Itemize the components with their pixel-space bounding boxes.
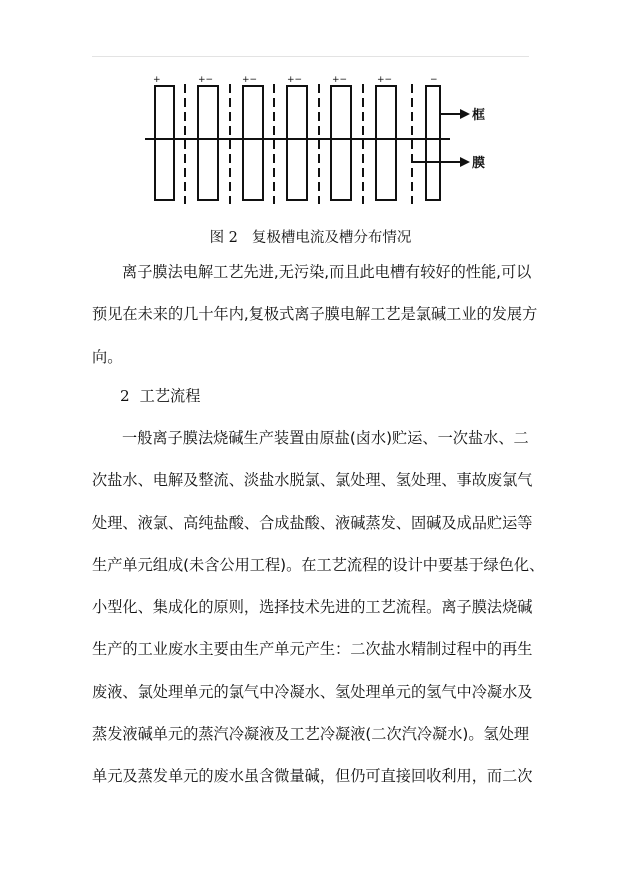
cell-1: [155, 86, 174, 200]
paragraph-2-line: 生产单元组成(未含公用工程)。在工艺流程的设计中要基于绿色化、: [92, 555, 545, 574]
figure-number: 图 2: [209, 230, 238, 246]
figure-caption: [0, 226, 621, 247]
paragraph-2-line: 一般离子膜法烧碱生产装置由原盐(卤水)贮运、一次盐水、二: [122, 429, 529, 447]
paragraph-2-line: 单元及蒸发单元的废水虽含微量碱，但仍可直接回收利用，而二次: [92, 767, 533, 786]
membrane-arrowhead: [460, 157, 470, 167]
paragraph-1-line: 离子膜法电解工艺先进,无污染,而且此电槽有较好的性能,可以: [122, 263, 532, 281]
cell-7: [426, 86, 440, 200]
paragraph-1-line: 预见在未来的几十年内,复极式离子膜电解工艺是氯碱工业的发展方: [92, 305, 538, 324]
electrolyzer-diagram: [140, 72, 500, 232]
frame-label: 框: [472, 108, 486, 123]
paragraph-2-line: 蒸发液碱单元的蒸汽冷凝液及工艺冷凝液(二次汽冷凝水)。氢处理: [92, 725, 530, 744]
paragraph-2-line: 生产的工业废水主要由生产单元产生：二次盐水精制过程中的再生: [92, 640, 533, 659]
paragraph-2-line: 次盐水、电解及整流、淡盐水脱氯、氯处理、氢处理、事故废氯气: [92, 471, 533, 490]
membrane-label: 膜: [472, 156, 486, 171]
sign-cell-1: +: [153, 75, 161, 85]
header-rule: [92, 56, 529, 57]
cell-2: [198, 86, 218, 200]
section-heading: [120, 385, 200, 406]
cell-3: [243, 86, 263, 200]
sign-cell-4: +−: [287, 75, 303, 85]
paragraph-1-line: 向。: [92, 347, 123, 366]
figure-title: 复极槽电流及槽分布情况: [251, 230, 412, 246]
paragraph-2-line: 废液、氯处理单元的氯气中冷凝水、氢处理单元的氢气中冷凝水及: [92, 682, 533, 701]
sign-cell-5: +−: [332, 75, 348, 85]
section-number: 2: [120, 387, 130, 405]
cell-6: [376, 86, 396, 200]
paragraph-2-line: 处理、液氯、高纯盐酸、合成盐酸、液碱蒸发、固碱及成品贮运等: [92, 513, 533, 532]
sign-cell-6: +−: [377, 75, 393, 85]
frame-arrowhead: [460, 109, 470, 119]
paragraph-2-line: 小型化、集成化的原则，选择技术先进的工艺流程。离子膜法烧碱: [92, 598, 533, 617]
sign-cell-7: −: [430, 75, 438, 85]
cell-5: [331, 86, 351, 200]
sign-cell-2: +−: [198, 75, 214, 85]
paragraph-1: [92, 251, 538, 378]
paragraph-2: [92, 417, 545, 798]
section-title: 工艺流程: [139, 387, 201, 405]
cell-4: [287, 86, 307, 200]
sign-cell-3: +−: [242, 75, 258, 85]
diagram-svg: [140, 72, 500, 232]
